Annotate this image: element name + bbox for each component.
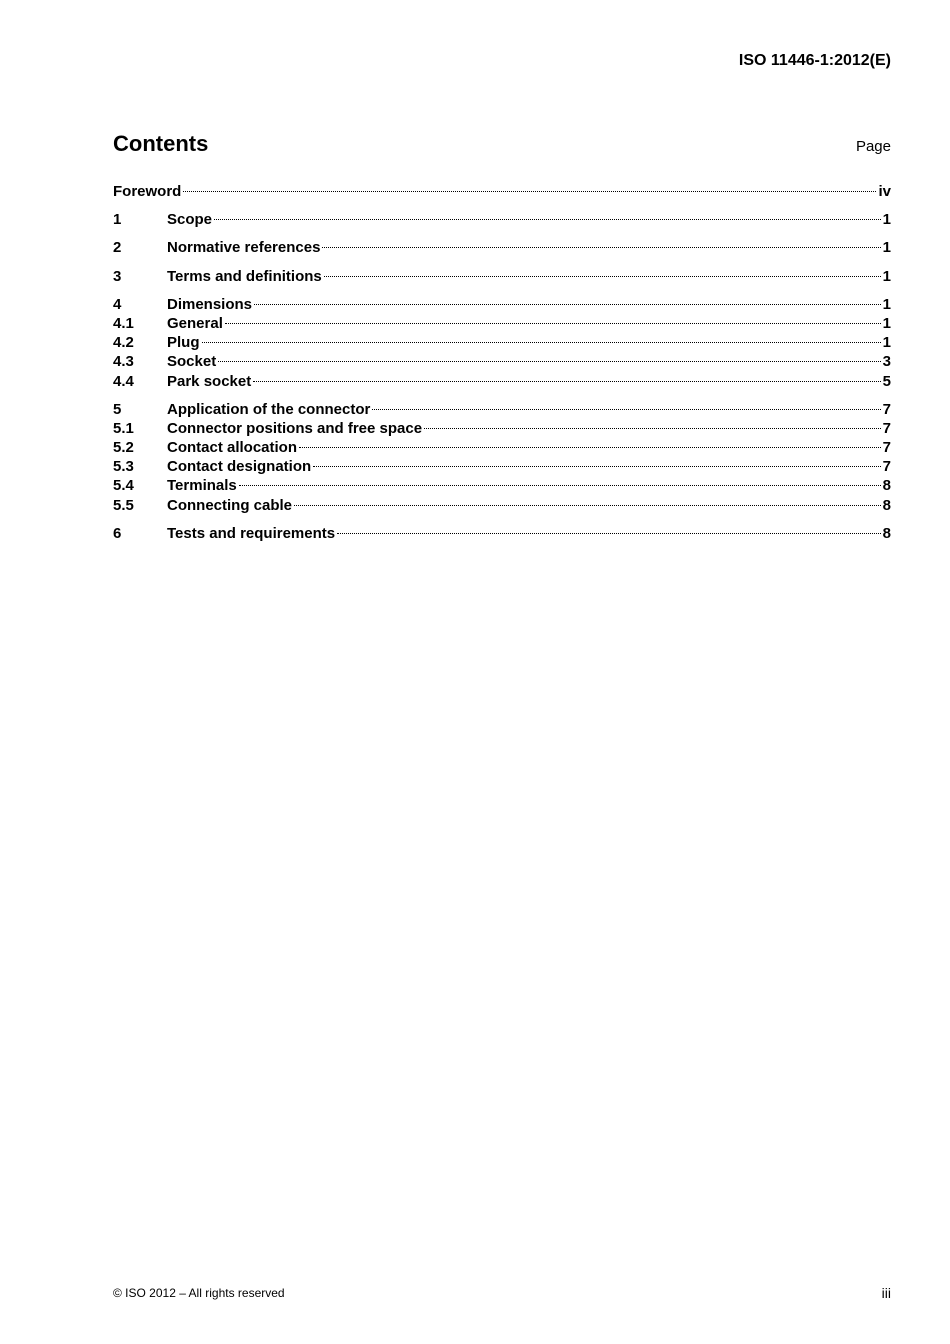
toc-entry-page: 1: [882, 314, 891, 332]
toc-entry-number: 1: [113, 211, 122, 229]
dot-leader: [299, 447, 881, 448]
toc-entry-page: 3: [882, 353, 891, 371]
toc-entry-title: Foreword: [113, 183, 182, 200]
table-of-contents: [113, 182, 891, 543]
toc-entry-number: 3: [113, 267, 122, 285]
toc-entry[interactable]: [113, 352, 891, 371]
toc-entry-number: 5.2: [113, 439, 134, 457]
toc-entry-page: 7: [882, 439, 891, 457]
toc-entry-page: 5: [882, 372, 891, 390]
dot-leader: [225, 323, 881, 324]
toc-entry-page: 7: [882, 419, 891, 437]
toc-entry-title: Dimensions: [167, 295, 253, 313]
toc-entry-page: 7: [882, 458, 891, 476]
toc-entry-title: Park socket: [167, 372, 252, 390]
toc-entry-number: 6: [113, 524, 122, 542]
toc-entry-number: 5.3: [113, 458, 134, 476]
toc-entry[interactable]: [113, 295, 891, 314]
toc-entry-page: 8: [882, 496, 891, 514]
toc-entry-title: Terminals: [167, 477, 237, 495]
toc-entry-page: 8: [882, 477, 891, 495]
dot-leader: [254, 304, 881, 305]
toc-entry-title: Connector positions and free space: [167, 419, 423, 437]
contents-title: Contents: [113, 131, 209, 156]
dot-leader: [239, 485, 881, 486]
toc-entry[interactable]: [113, 438, 891, 457]
page-number: iii: [881, 1285, 891, 1301]
toc-entry-title: Terms and definitions: [167, 267, 322, 285]
toc-entry-title: Connecting cable: [167, 496, 293, 514]
toc-entry-title: Contact allocation: [167, 439, 298, 457]
toc-entry-number: 4.4: [113, 372, 134, 390]
toc-entry-number: 5.1: [113, 419, 134, 437]
toc-entry[interactable]: [113, 314, 891, 333]
toc-entry-title: General: [167, 314, 223, 332]
toc-entry[interactable]: [113, 238, 891, 257]
toc-entry-number: 4: [113, 295, 122, 313]
toc-entry-number: 4.1: [113, 314, 134, 332]
toc-entry-page: 1: [882, 239, 891, 257]
dot-leader: [294, 505, 881, 506]
toc-entry-page: iv: [878, 183, 891, 200]
dot-leader: [424, 428, 881, 429]
toc-entry-title: Contact designation: [167, 458, 312, 476]
toc-entry-title: Plug: [167, 334, 200, 352]
toc-entry-number: 5: [113, 400, 122, 418]
dot-leader: [218, 361, 880, 362]
toc-entry[interactable]: [113, 476, 891, 495]
toc-entry-page: 8: [882, 524, 891, 542]
dot-leader: [322, 247, 880, 248]
toc-entry[interactable]: [113, 457, 891, 476]
toc-entry-page: 1: [882, 295, 891, 313]
toc-entry[interactable]: [113, 372, 891, 391]
toc-entry[interactable]: [113, 419, 891, 438]
dot-leader: [202, 342, 881, 343]
toc-entry-title: Scope: [167, 211, 213, 229]
dot-leader: [324, 276, 881, 277]
dot-leader: [313, 466, 880, 467]
toc-entry-page: 1: [882, 267, 891, 285]
dot-leader: [372, 409, 880, 410]
toc-entry[interactable]: [113, 524, 891, 543]
page-column-label: Page: [855, 138, 891, 155]
toc-entry-title: Normative references: [167, 239, 321, 257]
toc-entry-number: 5.5: [113, 496, 134, 514]
toc-entry-page: 7: [882, 400, 891, 418]
toc-entry-page: 1: [882, 211, 891, 229]
dot-leader: [253, 381, 880, 382]
toc-entry-number: 2: [113, 239, 122, 257]
toc-entry-title: Socket: [167, 353, 217, 371]
toc-entry[interactable]: [113, 496, 891, 515]
toc-entry-title: Application of the connector: [167, 400, 371, 418]
toc-entry[interactable]: [113, 182, 891, 201]
toc-entry[interactable]: [113, 267, 891, 286]
dot-leader: [214, 219, 881, 220]
copyright-notice: © ISO 2012 – All rights reserved: [113, 1286, 285, 1300]
toc-entry[interactable]: [113, 400, 891, 419]
toc-entry-number: 4.2: [113, 334, 134, 352]
toc-entry[interactable]: [113, 210, 891, 229]
toc-entry-page: 1: [882, 334, 891, 352]
document-id: ISO 11446-1:2012(E): [738, 52, 891, 69]
toc-entry-number: 4.3: [113, 353, 134, 371]
toc-entry-number: 5.4: [113, 477, 134, 495]
dot-leader: [337, 533, 881, 534]
dot-leader: [183, 191, 876, 192]
toc-entry[interactable]: [113, 333, 891, 352]
toc-entry-title: Tests and requirements: [167, 524, 336, 542]
